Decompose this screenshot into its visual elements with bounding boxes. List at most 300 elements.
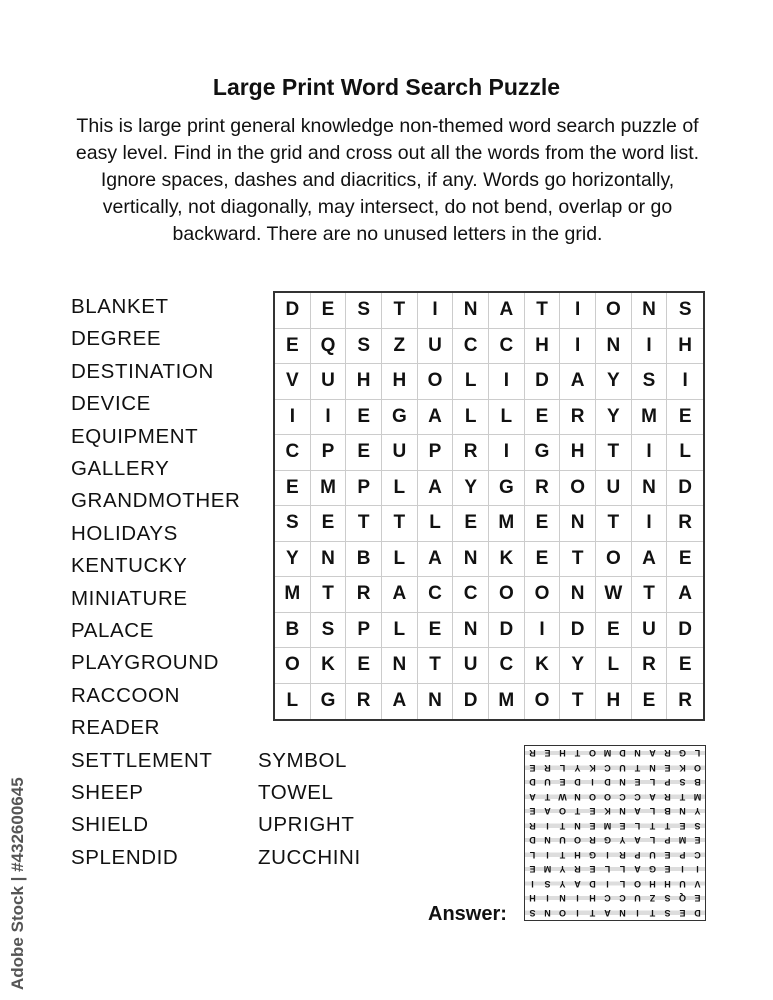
answer-cell: M xyxy=(600,819,615,834)
grid-cell: R xyxy=(667,506,703,542)
answer-cell: T xyxy=(540,790,555,805)
grid-cell: H xyxy=(667,329,703,365)
grid-cell: E xyxy=(275,471,311,507)
grid-cell: T xyxy=(311,577,347,613)
grid-cell: E xyxy=(525,400,561,436)
answer-cell: I xyxy=(600,877,615,892)
answer-cell: E xyxy=(660,862,675,877)
answer-cell: P xyxy=(675,848,690,863)
answer-cell: I xyxy=(525,877,540,892)
grid-cell: S xyxy=(632,364,668,400)
grid-cell: N xyxy=(453,542,489,578)
answer-cell: T xyxy=(570,746,585,761)
grid-cell: C xyxy=(275,435,311,471)
grid-cell: R xyxy=(346,684,382,720)
answer-cell: C xyxy=(630,790,645,805)
answer-cell: K xyxy=(675,761,690,776)
grid-cell: M xyxy=(632,400,668,436)
grid-cell: N xyxy=(453,293,489,329)
grid-cell: D xyxy=(667,471,703,507)
answer-cell: H xyxy=(645,877,660,892)
word-list-item: SHEEP xyxy=(71,781,144,804)
answer-cell: D xyxy=(600,775,615,790)
grid-cell: P xyxy=(346,613,382,649)
grid-cell: A xyxy=(382,684,418,720)
answer-cell: E xyxy=(675,819,690,834)
answer-cell: L xyxy=(615,877,630,892)
answer-cell: C xyxy=(600,761,615,776)
grid-cell: N xyxy=(418,684,454,720)
answer-cell: D xyxy=(525,833,540,848)
answer-cell: N xyxy=(615,804,630,819)
answer-cell: Y xyxy=(570,761,585,776)
grid-cell: I xyxy=(667,364,703,400)
grid-cell: S xyxy=(275,506,311,542)
answer-cell: T xyxy=(630,761,645,776)
grid-cell: U xyxy=(596,471,632,507)
grid-cell: R xyxy=(346,577,382,613)
grid-cell: A xyxy=(418,400,454,436)
grid-cell: E xyxy=(525,542,561,578)
grid-cell: O xyxy=(525,577,561,613)
answer-cell: E xyxy=(660,848,675,863)
grid-cell: O xyxy=(525,684,561,720)
answer-cell: P xyxy=(660,833,675,848)
answer-cell: I xyxy=(570,891,585,906)
answer-cell: N xyxy=(540,906,555,921)
answer-cell: H xyxy=(525,891,540,906)
word-list-item: PALACE xyxy=(71,619,154,642)
answer-cell: H xyxy=(570,848,585,863)
answer-cell: G xyxy=(675,746,690,761)
grid-cell: L xyxy=(382,613,418,649)
grid-cell: I xyxy=(560,293,596,329)
answer-cell: O xyxy=(555,906,570,921)
grid-cell: U xyxy=(453,648,489,684)
answer-cell: I xyxy=(585,775,600,790)
answer-cell: N xyxy=(630,746,645,761)
grid-cell: T xyxy=(382,506,418,542)
grid-cell: C xyxy=(453,577,489,613)
word-list-item: RACCOON xyxy=(71,683,180,707)
grid-cell: E xyxy=(311,506,347,542)
answer-cell: E xyxy=(525,804,540,819)
grid-cell: L xyxy=(453,364,489,400)
grid-cell: E xyxy=(453,506,489,542)
grid-cell: U xyxy=(632,613,668,649)
answer-cell: R xyxy=(540,761,555,776)
answer-cell: G xyxy=(585,848,600,863)
answer-cell: E xyxy=(585,862,600,877)
grid-cell: Y xyxy=(596,364,632,400)
grid-cell: I xyxy=(275,400,311,436)
grid-cell: I xyxy=(418,293,454,329)
answer-cell: L xyxy=(600,862,615,877)
answer-cell: N xyxy=(675,804,690,819)
grid-cell: N xyxy=(560,577,596,613)
answer-cell: B xyxy=(660,804,675,819)
grid-cell: I xyxy=(489,435,525,471)
word-list-item: SETTLEMENT xyxy=(71,748,213,772)
grid-cell: N xyxy=(382,648,418,684)
grid-cell: H xyxy=(560,435,596,471)
grid-cell: C xyxy=(489,329,525,365)
grid-cell: I xyxy=(632,506,668,542)
answer-cell: E xyxy=(585,804,600,819)
answer-cell: I xyxy=(540,891,555,906)
grid-cell: R xyxy=(678,690,693,712)
grid-cell: T xyxy=(596,435,632,471)
grid-cell: T xyxy=(560,684,596,720)
grid-cell: I xyxy=(632,329,668,365)
answer-cell: A xyxy=(570,877,585,892)
grid-cell: R xyxy=(632,648,668,684)
grid-cell: A xyxy=(382,577,418,613)
grid-cell: Z xyxy=(382,329,418,365)
grid-cell: E xyxy=(275,329,311,365)
answer-cell: I xyxy=(675,862,690,877)
grid-cell: D xyxy=(667,613,703,649)
answer-cell: K xyxy=(600,804,615,819)
answer-cell: U xyxy=(645,848,660,863)
answer-cell: L xyxy=(555,761,570,776)
grid-cell: R xyxy=(525,471,561,507)
answer-cell: E xyxy=(555,775,570,790)
answer-cell: U xyxy=(540,775,555,790)
answer-cell: N xyxy=(555,891,570,906)
grid-cell: K xyxy=(489,542,525,578)
grid-cell: A xyxy=(418,542,454,578)
word-list-item: EQUIPMENT xyxy=(71,424,199,448)
answer-cell: O xyxy=(585,746,600,761)
grid-cell: C xyxy=(418,577,454,613)
word-list-item: SPLENDID xyxy=(71,845,179,869)
grid-cell: E xyxy=(346,400,382,436)
answer-cell: O xyxy=(600,790,615,805)
grid-cell: D xyxy=(453,684,489,720)
answer-cell: I xyxy=(540,848,555,863)
answer-cell: E xyxy=(675,906,690,921)
grid-cell: A xyxy=(418,471,454,507)
grid-cell: E xyxy=(667,648,703,684)
word-list-item: SYMBOL xyxy=(258,748,348,772)
grid-cell: I xyxy=(311,400,347,436)
grid-cell: Y xyxy=(596,400,632,436)
answer-cell: L xyxy=(630,819,645,834)
grid-cell: S xyxy=(311,613,347,649)
grid-cell: G xyxy=(525,435,561,471)
grid-cell: W xyxy=(596,577,632,613)
answer-cell: P xyxy=(660,775,675,790)
answer-cell: L xyxy=(645,775,660,790)
puzzle-grid xyxy=(273,291,705,721)
answer-cell: A xyxy=(630,804,645,819)
grid-cell: H xyxy=(382,364,418,400)
word-list-item: READER xyxy=(71,716,161,740)
answer-cell: T xyxy=(660,819,675,834)
answer-cell: U xyxy=(675,877,690,892)
grid-cell: I xyxy=(489,364,525,400)
grid-cell: U xyxy=(311,364,347,400)
answer-cell: N xyxy=(615,775,630,790)
grid-cell: T xyxy=(418,648,454,684)
grid-cell: O xyxy=(489,577,525,613)
answer-cell: M xyxy=(540,862,555,877)
grid-cell: S xyxy=(346,293,382,329)
answer-cell: R xyxy=(525,746,540,761)
grid-cell: R xyxy=(453,435,489,471)
grid-cell: L xyxy=(489,400,525,436)
answer-cell: R xyxy=(585,833,600,848)
answer-cell: A xyxy=(645,746,660,761)
grid-cell: M xyxy=(275,577,311,613)
answer-cell: Y xyxy=(615,833,630,848)
grid-cell: L xyxy=(382,471,418,507)
grid-cell: L xyxy=(453,400,489,436)
grid-cell: H xyxy=(525,329,561,365)
answer-cell: E xyxy=(690,891,705,906)
answer-cell: A xyxy=(600,906,615,921)
grid-cell: E xyxy=(346,435,382,471)
grid-cell: N xyxy=(453,613,489,649)
grid-cell: E xyxy=(632,684,668,720)
grid-cell: I xyxy=(525,613,561,649)
answer-cell: S xyxy=(690,819,705,834)
answer-cell: Z xyxy=(645,891,660,906)
answer-cell: U xyxy=(630,891,645,906)
answer-cell: A xyxy=(630,862,645,877)
grid-cell: V xyxy=(275,364,311,400)
grid-cell: B xyxy=(275,613,311,649)
grid-cell: R xyxy=(560,400,596,436)
grid-cell: A xyxy=(560,364,596,400)
answer-cell: D xyxy=(570,775,585,790)
answer-cell: M xyxy=(690,790,705,805)
grid-cell: E xyxy=(667,542,703,578)
grid-cell: I xyxy=(560,329,596,365)
answer-cell: E xyxy=(660,761,675,776)
answer-cell: T xyxy=(555,819,570,834)
answer-cell: T xyxy=(645,906,660,921)
answer-cell: K xyxy=(585,761,600,776)
answer-grid xyxy=(524,745,706,921)
page-title: Large Print Word Search Puzzle xyxy=(212,74,561,100)
answer-cell: R xyxy=(615,848,630,863)
answer-cell: H xyxy=(585,891,600,906)
answer-cell: C xyxy=(690,848,705,863)
answer-cell: T xyxy=(555,848,570,863)
grid-cell: L xyxy=(418,506,454,542)
answer-cell: T xyxy=(570,804,585,819)
answer-cell: D xyxy=(690,906,705,921)
answer-cell: L xyxy=(615,862,630,877)
grid-cell: B xyxy=(346,542,382,578)
answer-cell: S xyxy=(540,877,555,892)
grid-cell: E xyxy=(311,293,347,329)
answer-cell: E xyxy=(525,862,540,877)
answer-cell: U xyxy=(615,761,630,776)
answer-cell: I xyxy=(540,819,555,834)
grid-cell: A xyxy=(667,577,703,613)
grid-cell: K xyxy=(525,648,561,684)
answer-cell: G xyxy=(645,862,660,877)
answer-cell: D xyxy=(525,775,540,790)
grid-cell: L xyxy=(275,684,311,720)
word-list-item: MINIATURE xyxy=(71,586,188,610)
grid-cell: T xyxy=(382,293,418,329)
word-list-item: UPRIGHT xyxy=(258,813,355,837)
answer-cell: V xyxy=(690,877,705,892)
answer-cell: B xyxy=(690,775,705,790)
answer-cell: D xyxy=(585,877,600,892)
answer-cell: E xyxy=(585,819,600,834)
grid-cell: O xyxy=(560,471,596,507)
answer-cell: Q xyxy=(675,891,690,906)
grid-cell: O xyxy=(418,364,454,400)
answer-cell: M xyxy=(675,833,690,848)
grid-cell: I xyxy=(632,435,668,471)
answer-cell: O xyxy=(585,790,600,805)
word-list-item: DESTINATION xyxy=(71,359,214,383)
answer-cell: C xyxy=(615,790,630,805)
grid-cell: Y xyxy=(560,648,596,684)
word-list-item: DEGREE xyxy=(71,327,162,351)
answer-cell: L xyxy=(690,746,705,761)
grid-cell: P xyxy=(311,435,347,471)
answer-cell: E xyxy=(540,746,555,761)
grid-cell: M xyxy=(489,684,525,720)
grid-cell: O xyxy=(275,648,311,684)
grid-cell: S xyxy=(667,293,703,329)
grid-cell: U xyxy=(382,435,418,471)
grid-cell: D xyxy=(489,613,525,649)
grid-cell: E xyxy=(418,613,454,649)
word-list-item: SHIELD xyxy=(71,813,149,837)
word-list-item: TOWEL xyxy=(258,781,334,804)
answer-cell: O xyxy=(555,804,570,819)
word-list-item: BLANKET xyxy=(71,295,169,318)
grid-cell: N xyxy=(632,471,668,507)
answer-cell: H xyxy=(555,746,570,761)
grid-cell: G xyxy=(489,471,525,507)
grid-cell: E xyxy=(525,506,561,542)
word-list-item: GALLERY xyxy=(71,457,170,480)
grid-cell: Y xyxy=(453,471,489,507)
answer-cell: M xyxy=(600,746,615,761)
grid-cell: P xyxy=(418,435,454,471)
answer-cell: O xyxy=(690,761,705,776)
grid-cell: T xyxy=(346,506,382,542)
grid-cell: H xyxy=(596,684,632,720)
answer-cell: L xyxy=(645,804,660,819)
answer-label: Answer: xyxy=(428,903,507,925)
answer-cell: Y xyxy=(690,804,705,819)
grid-cell: L xyxy=(667,435,703,471)
answer-cell: T xyxy=(645,819,660,834)
grid-cell: H xyxy=(346,364,382,400)
answer-cell: P xyxy=(630,848,645,863)
answer-cell: A xyxy=(630,833,645,848)
answer-cell: T xyxy=(585,906,600,921)
grid-cell: M xyxy=(489,506,525,542)
word-list-item: ZUCCHINI xyxy=(258,845,361,869)
answer-cell: U xyxy=(555,833,570,848)
grid-cell: S xyxy=(346,329,382,365)
answer-cell: R xyxy=(525,819,540,834)
answer-cell: N xyxy=(615,906,630,921)
grid-cell: T xyxy=(632,577,668,613)
grid-cell: C xyxy=(453,329,489,365)
answer-cell: C xyxy=(615,891,630,906)
grid-cell: N xyxy=(560,506,596,542)
grid-cell: Y xyxy=(275,542,311,578)
grid-cell: G xyxy=(311,684,347,720)
answer-cell: S xyxy=(675,775,690,790)
answer-cell: A xyxy=(525,790,540,805)
grid-cell: D xyxy=(525,364,561,400)
answer-cell: E xyxy=(525,761,540,776)
answer-cell: R xyxy=(660,790,675,805)
answer-cell: L xyxy=(645,833,660,848)
grid-cell: A xyxy=(632,542,668,578)
grid-cell: O xyxy=(596,542,632,578)
answer-cell: N xyxy=(570,819,585,834)
grid-cell: D xyxy=(275,293,311,329)
grid-cell: E xyxy=(667,400,703,436)
answer-cell: A xyxy=(645,790,660,805)
word-list-item: DEVICE xyxy=(71,392,151,416)
answer-cell: I xyxy=(600,848,615,863)
word-list-item: GRANDMOTHER xyxy=(71,489,241,513)
answer-cell: S xyxy=(525,906,540,921)
answer-cell: E xyxy=(615,819,630,834)
answer-cell: N xyxy=(570,790,585,805)
grid-cell: L xyxy=(382,542,418,578)
grid-cell: Q xyxy=(311,329,347,365)
answer-cell: O xyxy=(630,877,645,892)
answer-cell: R xyxy=(660,746,675,761)
word-list-item: PLAYGROUND xyxy=(71,651,220,675)
grid-cell: T xyxy=(596,506,632,542)
answer-cell: S xyxy=(660,906,675,921)
answer-cell: S xyxy=(660,891,675,906)
answer-cell: H xyxy=(660,877,675,892)
word-list-item: HOLIDAYS xyxy=(71,521,178,545)
answer-cell: I xyxy=(570,906,585,921)
grid-cell: U xyxy=(418,329,454,365)
answer-cell: O xyxy=(570,833,585,848)
answer-cell: L xyxy=(525,848,540,863)
grid-cell: G xyxy=(382,400,418,436)
answer-cell: N xyxy=(645,761,660,776)
grid-cell: T xyxy=(525,293,561,329)
grid-cell: L xyxy=(596,648,632,684)
answer-cell: E xyxy=(690,833,705,848)
answer-cell: R xyxy=(570,862,585,877)
grid-cell: P xyxy=(346,471,382,507)
grid-cell: E xyxy=(346,648,382,684)
answer-cell: Y xyxy=(555,877,570,892)
answer-cell: G xyxy=(600,833,615,848)
answer-cell: E xyxy=(630,775,645,790)
grid-cell: M xyxy=(311,471,347,507)
grid-cell: T xyxy=(560,542,596,578)
grid-cell: C xyxy=(489,648,525,684)
grid-cell: N xyxy=(596,329,632,365)
watermark: Adobe Stock | #432600645 xyxy=(8,777,27,990)
answer-cell: W xyxy=(555,790,570,805)
answer-cell: D xyxy=(615,746,630,761)
